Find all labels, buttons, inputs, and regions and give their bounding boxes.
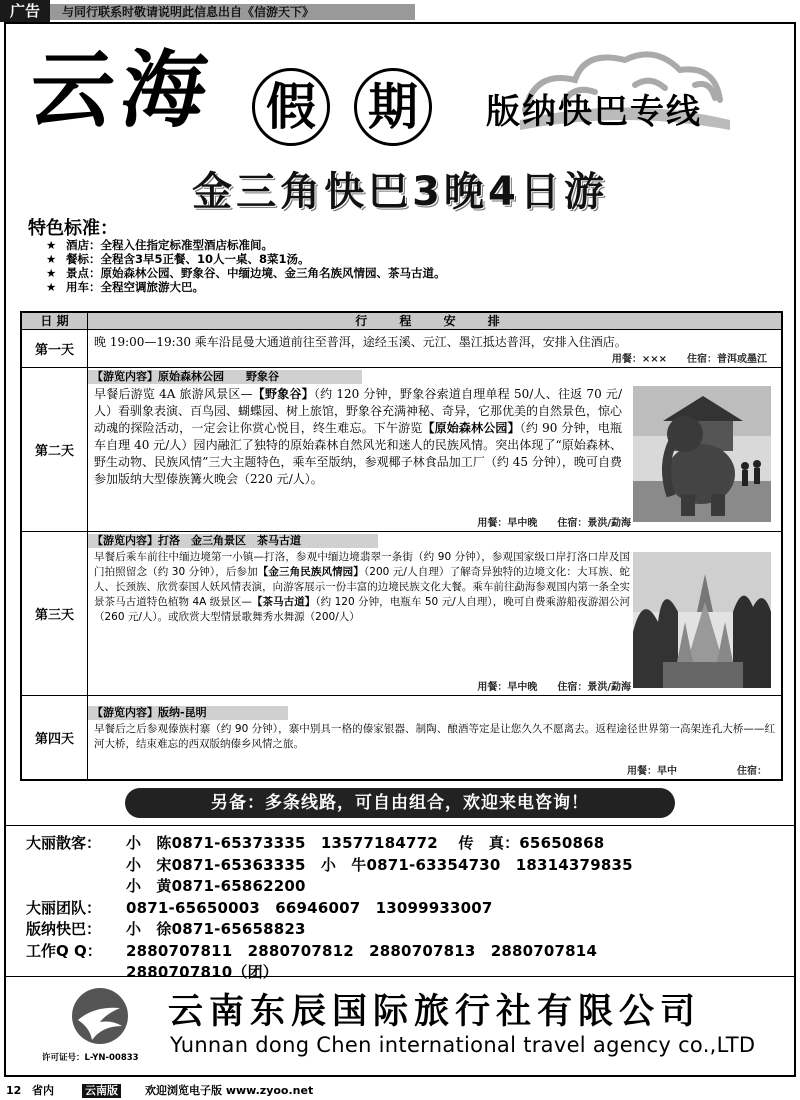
itinerary-header [22,313,781,330]
contact-row: 2880707810（团） [126,963,278,981]
divider [6,976,794,977]
meal-lodging-info: 用餐：早中 住宿： [627,766,767,777]
itinerary-row-day4 [22,696,781,779]
brand-circle-char-1: 假 [252,68,330,146]
contact-row: 小 黄0871-65862200 [126,877,306,895]
contact-row: 工作Q Q： 2880707811 2880707812 2880707813 2880707814 [26,941,598,960]
day-description: 晚 19:00—19:30 乘车沿昆曼大通道前往至普洱，途经玉溪、元江、墨江抵达普洱，安排入住酒店。 [94,335,627,349]
consult-banner: 另备：多条线路，可自由组合，欢迎来电咨询！ [125,788,675,818]
contact-row: 版纳快巴： 小 徐0871-65658823 [26,920,306,938]
itinerary-row-day1 [22,330,781,368]
star-icon: ★ [46,238,57,252]
page-footer [0,1081,800,1100]
ad-tag: 广告 [0,0,50,22]
itinerary-row-day2 [22,368,781,532]
express-line-title: 版纳快巴专线 [486,92,702,132]
meal-lodging-info: 用餐：早中晚 住宿：景洪/勐海 [477,682,631,693]
col-date-header: 日 期 [22,313,88,329]
company-name-cn: 云南东辰国际旅行社有限公司 [168,991,702,1032]
source-notice: 与同行联系时敬请说明此信息出自《信游天下》 [50,4,415,20]
feature-item: ★ 酒店：全程入住指定标准型酒店标准间。 [46,238,273,252]
website-link[interactable]: 欢迎浏览电子版 www.zyoo.net [145,1084,314,1097]
brand-circle-char-2: 期 [354,68,432,146]
day-description: 早餐后之后参观傣族村寨（约 90 分钟），寨中别具一格的傣家银器、制陶、酿酒等定是让您久久不愿离去。返程途径世界第一高架连孔大桥——红河大桥，结束难忘的西双版纳傣乡风情之旅。 [94,723,775,750]
itinerary-row-day3 [22,532,781,696]
day-label: 第四天 [22,696,88,779]
contact-row: 大丽团队： 0871-65650003 66946007 13099933007 [26,898,493,917]
star-icon: ★ [46,252,57,266]
tour-title: 金三角快巴3晚4日游 [192,169,608,215]
company-logo-icon [70,986,130,1046]
col-schedule-header: 行 程 安 排 [355,314,514,328]
pagoda-photo [633,552,771,688]
features-heading: 特色标准： [28,218,118,239]
page-number: 12 [6,1084,22,1097]
itinerary-table [20,311,783,781]
meal-lodging-info: 用餐：早中晚 住宿：景洪/勐海 [477,518,631,529]
day-description: 早餐后乘车前往中缅边境第一小镇—打洛，参观中缅边境翡翠一条街（约 90 分钟），参观国家级口岸打洛口岸及国门拍照留念（约 30 分钟），后参加【金三角民族风情园】（200 元/人自理）了解奇异独特的边境文化：大耳族、蛇人、长颈族、欣赏泰国人妖风情表演，向游客展示一份丰富的边境民族文化大餐。乘车前往勐海参观国内第一条全实景茶马古道特色植物 4A 级景区—【茶马古道】（约 120 分钟，电瓶车 50 元/人自理），晚可自费乘游船夜游湄公河（260 元/人）。或欣赏大型情景歌舞秀水舞源（200/人） [94,551,630,623]
brand-logo-text: 云海 [23,40,222,139]
region-label: 省内 [32,1084,54,1097]
star-icon: ★ [46,280,57,294]
feature-item: ★ 餐标：全程含3早5正餐、10人一桌、8菜1汤。 [46,252,310,266]
divider [6,825,794,826]
meal-lodging-info: 用餐：××× 住宿：普洱或墨江 [611,354,767,365]
license-number: 许可证号：L-YN-00833 [42,1053,139,1063]
feature-item: ★ 用车：全程空调旅游大巴。 [46,280,204,294]
day-description: 早餐后游览 4A 旅游风景区—【野象谷】（约 120 分钟，野象谷索道自理单程 50/人、往返 70 元/人）看驯象表演、百鸟园、蝴蝶园、树上旅馆，野象谷充满神秘、奇异，它那优美的自然景色，惊心动魂的探险活动，一定会让你赏心悦目，终生难忘。下午游览【原始森林公园】（约 90 分钟，电瓶车自理 40 元/人）园内融汇了独特的原始森林自然风光和迷人的民族风情。突出体现了“原始森林、野生动物、民族风情”三大主题特色，乘车至版纳，参观椰子林食品加工厂（约 45 分钟），晚可自费参加版纳大型傣族篝火晚会（220 元/人）。 [94,387,623,486]
contact-row: 小 宋0871-65363335 小 牛0871-63354730 18314379835 [126,855,633,874]
tour-subheading: 【游览内容】版纳-昆明 [88,706,288,720]
edition-badge: 云南版 [82,1084,121,1098]
feature-item: ★ 景点：原始森林公园、野象谷、中缅边境、金三角名族风情园、茶马古道。 [46,266,446,280]
day-label: 第一天 [22,330,88,367]
company-name-en: Yunnan dong Chen international travel agency co.,LTD [170,1033,756,1057]
contact-list [26,833,633,984]
day-label: 第三天 [22,532,88,695]
star-icon: ★ [46,266,57,280]
features-list [46,238,446,294]
top-bar [0,0,800,22]
contact-row: 大丽散客： 小 陈0871-65373335 13577184772 传 真：65650868 [26,834,605,852]
elephant-statue-photo [633,386,771,522]
tour-subheading: 【游览内容】打洛 金三角景区 茶马古道 [88,534,378,548]
tour-subheading: 【游览内容】原始森林公园 野象谷 [88,370,362,384]
day-label: 第二天 [22,368,88,531]
